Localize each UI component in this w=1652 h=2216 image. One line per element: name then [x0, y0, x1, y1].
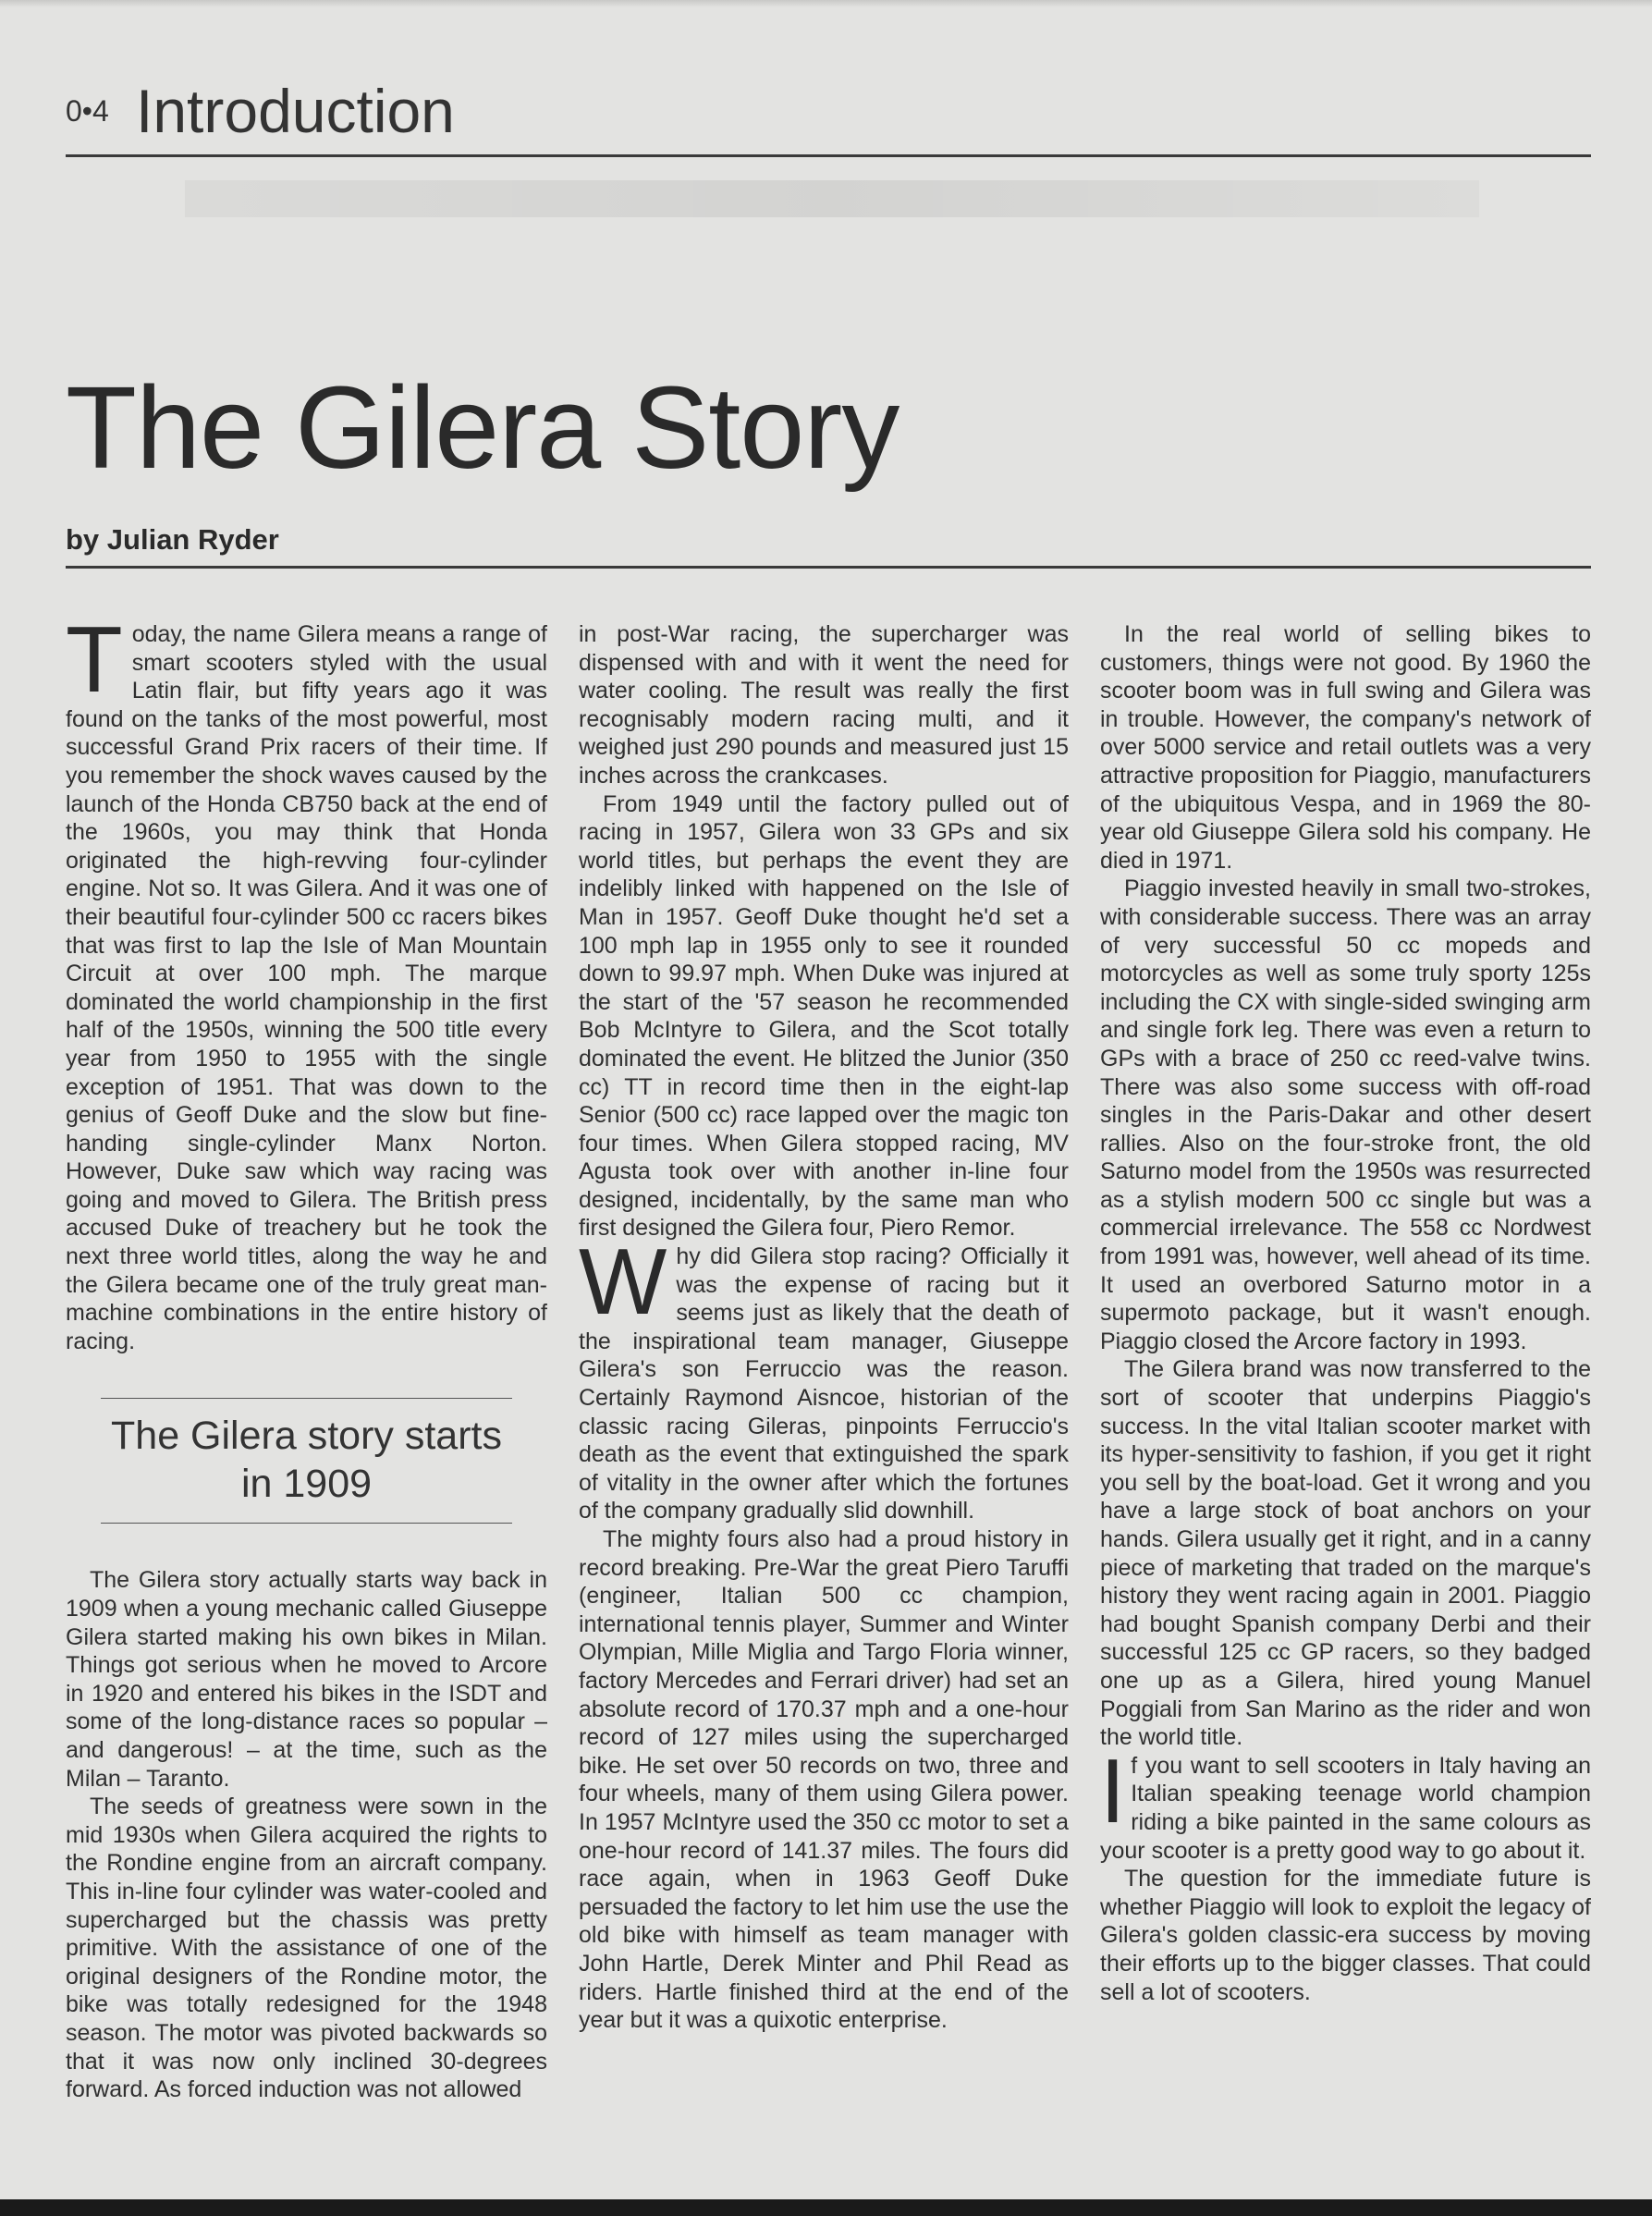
column-3: [1100, 620, 1591, 2006]
section-title: Introduction: [136, 77, 455, 145]
paragraph: The Gilera brand was now transferred to the sort of scooter that underpins Piaggio's success. In the vital Italian scooter market with its hyper-sensitivity to fashion, if you get it right you sell by the boat-load. Get it wrong and you have a large stock of boat anchors on your hands. Gilera usually get it right, and in a canny piece of marketing that traded on the marque's history they went racing again in 2001. Piaggio had bought Spanish company Derbi and their successful 125 cc GP racers, so they badged one up as a Gilera, hired young Manuel Poggiali from San Marino as the rider and won the world title.: [1100, 1356, 1591, 1751]
byline: by Julian Ryder: [66, 523, 279, 556]
paragraph: Piaggio invested heavily in small two-strokes, with considerable success. There was an array of very successful 50 cc mopeds and motorcycles as well as some truly sporty 125s including the CX with single-sided swinging arm and single fork leg. There was even a return to GPs with a brace of 250 cc reed-valve twins. There was also some success with off-road singles in the Paris-Dakar and other desert rallies. Also on the four-stroke front, the old Saturno model from the 1950s was resurrected as a stylish modern 500 cc single but was a commercial irrelevance. The 558 cc Nordwest from 1991 was, however, well ahead of its time. It used an overbored Saturno motor in a supermoto package, but it wasn't enough. Piaggio closed the Arcore factory in 1993.: [1100, 875, 1591, 1354]
drop-cap: T: [66, 608, 123, 712]
scan-edge-top: [0, 0, 1652, 7]
paragraph: The mighty fours also had a proud history in record breaking. Pre-War the great Piero Taruffi (engineer, Italian 500 cc champion, international tennis player, Summer and Winter Olympian, Mille Miglia and Targo Floria winner, factory Mercedes and Ferrari driver) had set an absolute record of 170.37 mph and a one-hour record of 127 miles using the supercharged bike. He set over 50 records on two, three and four wheels, many of them using Gilera power. In 1957 McIntyre used the 350 cc motor to set a one-hour record of 141.37 miles. The fours did race again, when in 1963 Geoff Duke persuaded the factory to let him use the use the old bike with himself as team manager with John Hartle, Derek Minter and Phil Read as riders. Hartle finished third at the end of the year but it was a quixotic enterprise.: [579, 1526, 1069, 2034]
scan-edge-bottom: [0, 2199, 1652, 2216]
paragraph-text: hy did Gilera stop racing? Officially it was the expense of racing but it seems just as likely that the death of the inspirational team manager, Giuseppe Gilera's son Ferruccio was the reason. Certainly Raymond Aisncoe, historian of the classic racing Gileras, pinpoints Ferruccio's death as the event that extinguished the spark of vitality in the owner after which the fortunes of the company gradually slid downhill.: [579, 1243, 1069, 1524]
paragraph: In the real world of selling bikes to customers, things were not good. By 1960 the scooter boom was in full swing and Gilera was in trouble. However, the company's network of over 5000 service and retail outlets was a very attractive proposition for Piaggio, manufacturers of the ubiquitous Vespa, and in 1969 the 80-year old Giuseppe Gilera sold his company. He died in 1971.: [1100, 621, 1591, 874]
subheading-line: in 1909: [240, 1462, 373, 1507]
paragraph: From 1949 until the factory pulled out of racing in 1957, Gilera won 33 GPs and six world titles, but perhaps the event they are indelibly linked with happened on the Isle of Man in 1957. Geoff Duke thought he'd set a 100 mph lap in 1955 only to see it rounded down to 99.97 mph. When Duke was injured at the start of the '57 season he recommended Bob McIntyre to Gilera, and the Scot totally dominated the event. He blitzed the Junior (350 cc) TT in record time then in the eight-lap Senior (500 cc) race lapped over the magic ton four times. When Gilera stopped racing, MV Agusta took over with another in-line four designed, incidentally, by the same man who first designed the Gilera four, Piero Remor.: [579, 790, 1069, 1242]
paragraph: The seeds of greatness were sown in the mid 1930s when Gilera acquired the rights to the Rondine engine from an aircraft company. This in-line four cylinder was water-cooled and supercharged but the chassis was pretty primitive. With the assistance of one of the original designers of the Rondine motor, the bike was totally redesigned for the 1948 season. The motor was pivoted backwards so that it was now only inclined 30-degrees forward. As forced induction was not allowed: [66, 1794, 547, 2103]
paragraph: in post-War racing, the supercharger was dispensed with and with it went the need for water cooling. The result was really the first recognisably modern racing multi, and it weighed just 290 pounds and measured just 15 inches across the crankcases.: [579, 621, 1069, 789]
paragraph: The Gilera story actually starts way back in 1909 when a young mechanic called Giuseppe Gilera started making his own bikes in Milan. Things got serious when he moved to Arcore in 1920 and entered his bikes in the ISDT and some of the long-distance races so popular – and dangerous! – at the time, such as the Milan – Taranto.: [66, 1567, 547, 1792]
subheading: [101, 1398, 512, 1524]
show-through-shadow: [185, 180, 1479, 217]
subheading-line: The Gilera story starts: [111, 1414, 502, 1459]
drop-cap: I: [1100, 1739, 1126, 1842]
paragraph: The question for the immediate future is whether Piaggio will look to exploit the legacy of Gilera's golden classic-era success by moving their efforts up to the bigger classes. That could sell a lot of scooters.: [1100, 1866, 1591, 2005]
page-header: [66, 76, 1591, 157]
column-1: [66, 608, 547, 2104]
paragraph-text: f you want to sell scooters in Italy having an Italian speaking teenage world champion riding a bike painted in the same colours as your scooter is a pretty good way to go about it.: [1100, 1752, 1591, 1864]
paragraph-text: oday, the name Gilera means a range of smart scooters styled with the usual Latin flair, but fifty years ago it was found on the tanks of the most powerful, most successful Grand Prix racers of their time. If you remember the shock waves caused by the launch of the Honda CB750 back at the end of the 1960s, you may think that Honda originated the high-revving four-cylinder engine. Not so. It was Gilera. And it was one of their beautiful four-cylinder 500 cc racers bikes that was first to lap the Isle of Man Mountain Circuit at over 100 mph. The marque dominated the world championship in the first half of the 1950s, winning the 500 title every year from 1950 to 1955 with the single exception of 1951. That was down to the genius of Geoff Duke and the slow but fine-handing single-cylinder Manx Norton. However, Duke saw which way racing was going and moved to Gilera. The British press accused Duke of treachery but he took the next three world titles, along the way he and the Gilera became one of the truly great man-machine combinations in the entire history of racing.: [66, 621, 547, 1354]
paragraph: [66, 608, 547, 1355]
paragraph: [1100, 1739, 1591, 1865]
title-rule: [66, 566, 1591, 569]
article-title: The Gilera Story: [66, 362, 899, 493]
page-number: 0•4: [66, 94, 109, 128]
column-2: [579, 620, 1069, 2035]
drop-cap: W: [579, 1230, 667, 1335]
paragraph: [579, 1230, 1069, 1525]
